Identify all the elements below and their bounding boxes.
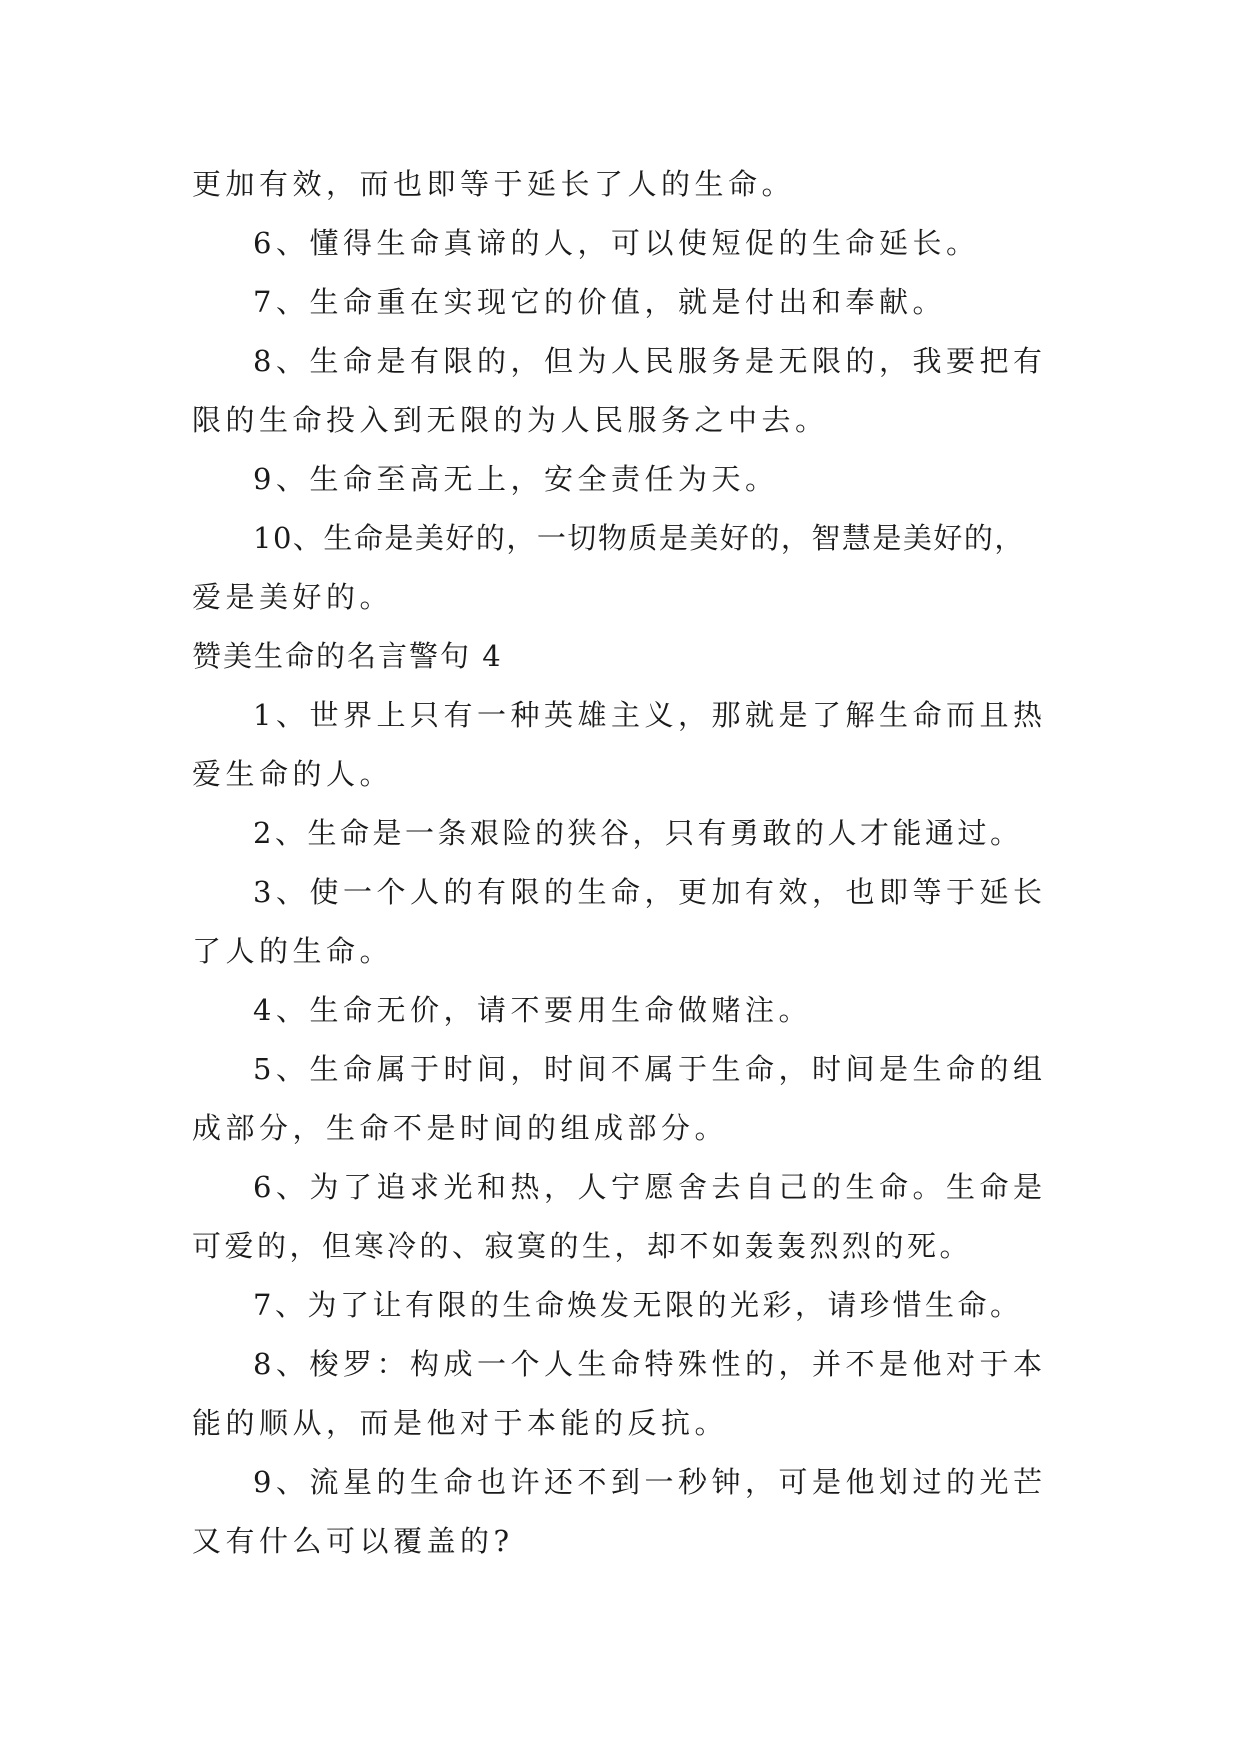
text-line: 成部分，生命不是时间的组成部分。 bbox=[192, 1111, 729, 1145]
list-item: 5、生命属于时间，时间不属于生命，时间是生命的组 bbox=[253, 1052, 1047, 1086]
list-item: 3、使一个人的有限的生命，更加有效，也即等于延长 bbox=[253, 875, 1047, 909]
text-line: 能的顺从，而是他对于本能的反抗。 bbox=[192, 1406, 729, 1440]
section-heading: 赞美生命的名言警句 4 bbox=[192, 639, 503, 673]
text-line: 更加有效，而也即等于延长了人的生命。 bbox=[192, 167, 796, 201]
list-item: 7、为了让有限的生命焕发无限的光彩，请珍惜生命。 bbox=[253, 1288, 1023, 1322]
document-page bbox=[192, 155, 1052, 1571]
list-item: 8、生命是有限的，但为人民服务是无限的，我要把有 bbox=[253, 344, 1047, 378]
text-line: 可爱的，但寒冷的、寂寞的生，却不如轰轰烈烈的死。 bbox=[192, 1229, 973, 1263]
text-line: 了人的生命。 bbox=[192, 934, 394, 968]
list-item: 6、懂得生命真谛的人，可以使短促的生命延长。 bbox=[253, 226, 980, 260]
list-item: 2、生命是一条艰险的狭谷，只有勇敢的人才能通过。 bbox=[253, 816, 1023, 850]
list-item: 4、生命无价，请不要用生命做赌注。 bbox=[253, 993, 812, 1027]
list-item: 7、生命重在实现它的价值，就是付出和奉献。 bbox=[253, 285, 946, 319]
list-item: 8、梭罗：构成一个人生命特殊性的，并不是他对于本 bbox=[253, 1347, 1047, 1381]
list-item: 6、为了追求光和热，人宁愿舍去自己的生命。生命是 bbox=[253, 1170, 1047, 1204]
list-item: 10、生命是美好的，一切物质是美好的，智慧是美好的， bbox=[253, 521, 1025, 555]
list-item: 9、生命至高无上，安全责任为天。 bbox=[253, 462, 779, 496]
list-item: 9、流星的生命也许还不到一秒钟，可是他划过的光芒 bbox=[253, 1465, 1047, 1499]
text-line: 爱生命的人。 bbox=[192, 757, 394, 791]
text-line: 又有什么可以覆盖的? bbox=[192, 1524, 514, 1558]
text-line: 爱是美好的。 bbox=[192, 580, 394, 614]
list-item: 1、世界上只有一种英雄主义，那就是了解生命而且热 bbox=[253, 698, 1047, 732]
text-line: 限的生命投入到无限的为人民服务之中去。 bbox=[192, 403, 829, 437]
